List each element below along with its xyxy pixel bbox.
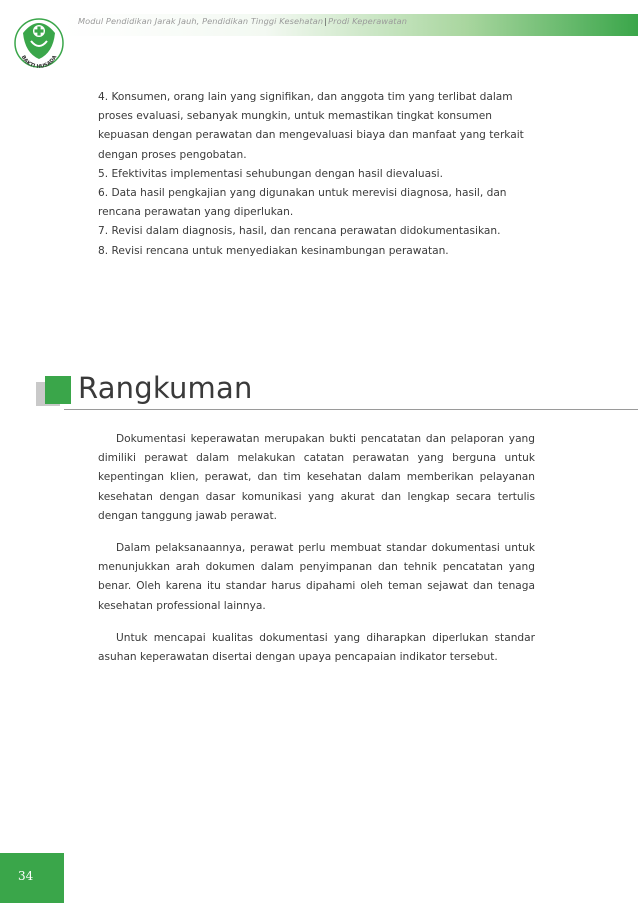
section-divider xyxy=(64,409,638,410)
header-program-title: Prodi Keperawatan xyxy=(328,16,408,26)
list-item: 5. Efektivitas implementasi sehubungan dengan hasil dievaluasi. xyxy=(98,167,443,180)
logo-text: BAKTI HUSADA xyxy=(19,54,59,71)
summary-paragraph: Dokumentasi keperawatan merupakan bukti pencatatan dan pelaporan yang dimiliki perawat dalam melakukan catatan perawatan yang berguna untuk kepentingan klien, perawat, dan tim kesehatan dalam memberikan pelayanan kesehatan dengan dasar komunikasi yang akurat dan lengkap secara tertulis dengan tanggung jawab perawat. xyxy=(98,433,535,522)
summary-paragraph: Untuk mencapai kualitas dokumentasi yang diharapkan diperlukan standar asuhan keperawatan disertai dengan upaya pencapaian indikator tersebut. xyxy=(98,631,535,664)
summary-body xyxy=(98,430,535,680)
list-item: 8. Revisi rencana untuk menyediakan kesinambungan perawatan. xyxy=(98,244,449,257)
section-marker-green xyxy=(45,376,71,404)
list-item: 7. Revisi dalam diagnosis, hasil, dan rencana perawatan didokumentasikan. xyxy=(98,225,501,238)
evaluation-list xyxy=(98,88,535,261)
page-number: 34 xyxy=(18,869,34,883)
list-item: 4. Konsumen, orang lain yang signifikan, dan anggota tim yang terlibat dalam proses evaluasi, sebanyak mungkin, untuk memastikan tingkat konsumen kepuasan dengan perawatan dan mengevaluasi biaya dan manfaat yang terkait dengan proses pengobatan. xyxy=(98,91,524,161)
list-item: 6. Data hasil pengkajian yang digunakan untuk merevisi diagnosa, hasil, dan rencana perawatan yang diperlukan. xyxy=(98,187,507,219)
section-title: Rangkuman xyxy=(78,371,253,405)
running-header xyxy=(78,16,407,26)
header-separator: | xyxy=(324,16,328,26)
header-module-title: Modul Pendidikan Jarak Jauh, Pendidikan Tinggi Kesehatan xyxy=(78,16,324,26)
bakti-husada-logo xyxy=(13,9,65,79)
summary-paragraph: Dalam pelaksanaannya, perawat perlu membuat standar dokumentasi untuk menunjukkan arah dokumen dalam penyimpanan dan tehnik pencatatan yang benar. Oleh karena itu standar harus dipahami oleh teman sejawat dan tenaga kesehatan professional lainnya. xyxy=(98,542,535,612)
